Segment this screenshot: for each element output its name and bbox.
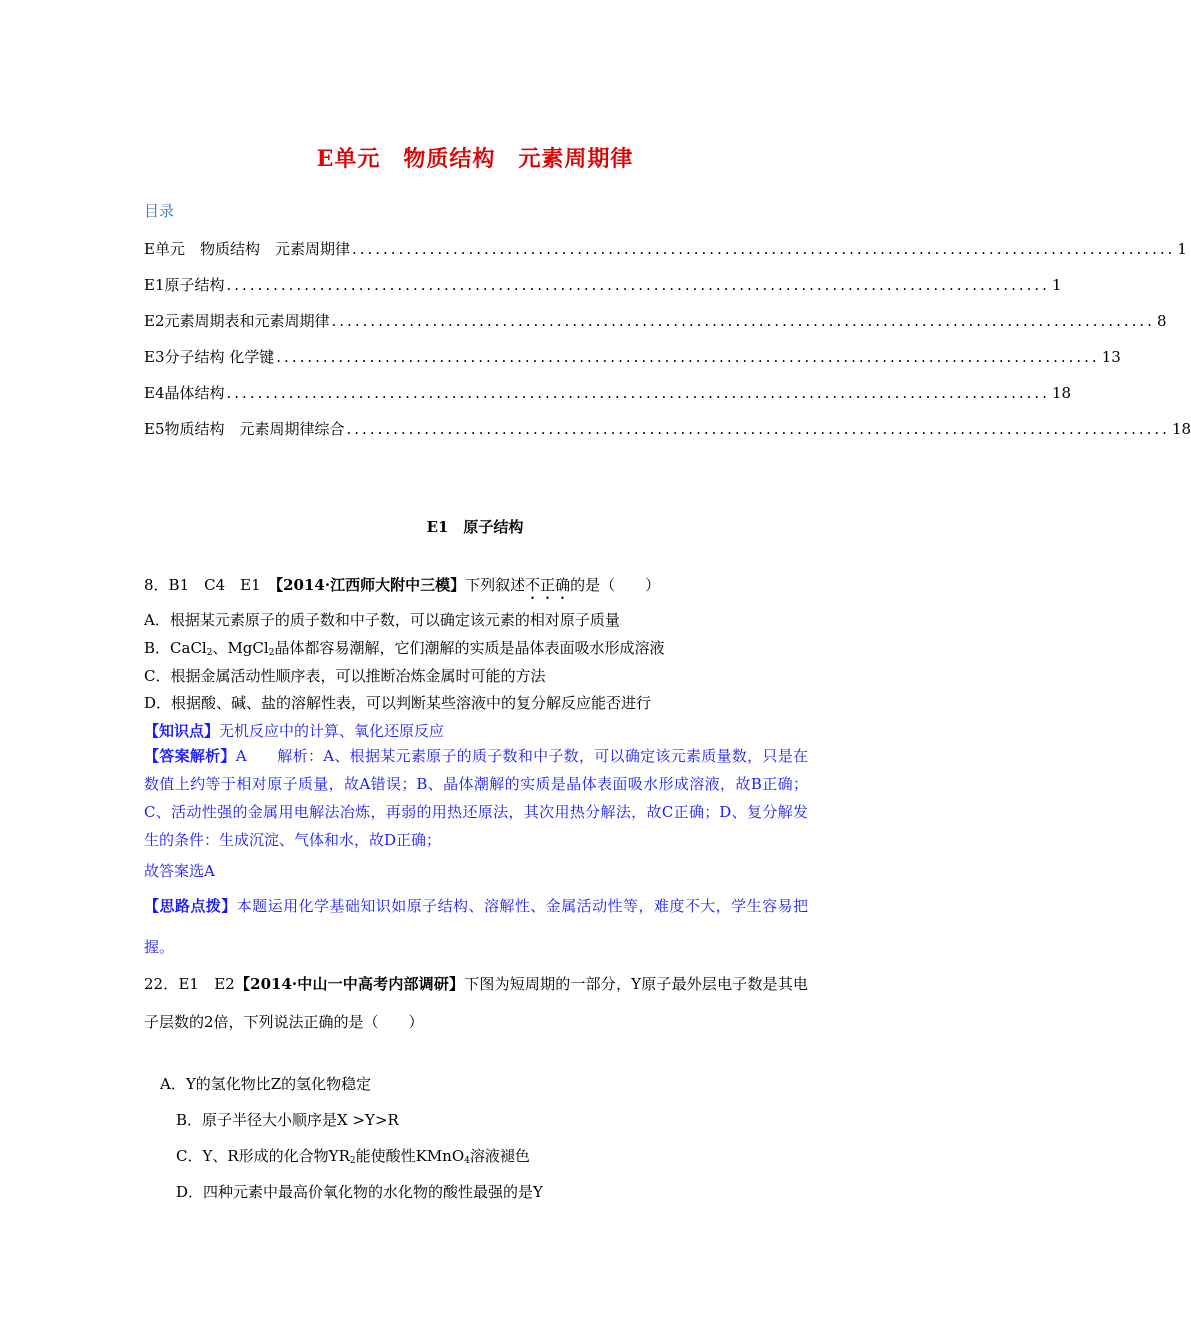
- subscript: 4: [464, 1156, 470, 1166]
- option-c: [176, 1145, 530, 1166]
- knowledge-text: 无机反应中的计算、氧化还原反应: [219, 722, 445, 740]
- toc-entry-title: 物质结构 元素周期律综合: [164, 420, 345, 438]
- toc-entry-code: E1: [144, 276, 165, 294]
- toc-leader-dots: ..........................................................................................................: [331, 312, 1155, 330]
- option-d: D．四种元素中最高价氧化物的水化物的酸性最强的是Y: [176, 1183, 543, 1201]
- question-number: 22．E1 E2: [144, 975, 235, 993]
- toc-entry-code: E3: [144, 348, 165, 366]
- question-22-stem: [144, 965, 808, 1041]
- option-a: A．根据某元素原子的质子数和中子数，可以确定该元素的相对原子质量: [144, 611, 620, 629]
- toc-entry-title: 分子结构 化学键: [164, 348, 275, 366]
- subscript: 2: [349, 1156, 356, 1166]
- toc-page-number: 1: [1177, 240, 1187, 258]
- toc-page-number: 18: [1171, 420, 1191, 438]
- option-b: [144, 637, 664, 658]
- answer-text: A 解析：A、根据某元素原子的质子数和中子数，可以确定该元素质量数，只是在数值上约等于相对原子质量，故A错误；B、晶体潮解的实质是晶体表面吸水形成溶液，故B正确；C、活动性强的金属用电解法冶炼，再弱的用热还原法，其次用热分解法，故C正确；D、复分解发生的条件：生成沉淀、气体和水，故D正确；: [144, 747, 808, 849]
- toc-entry[interactable]: [144, 418, 1191, 440]
- toc-entry[interactable]: [144, 310, 1167, 332]
- page-title: E单元 物质结构 元素周期律: [316, 146, 634, 172]
- toc-entry[interactable]: [144, 238, 1187, 260]
- toc-entry-title: 元素周期表和元素周期律: [164, 312, 330, 330]
- option-c: C．根据金属活动性顺序表，可以推断冶炼金属时可能的方法: [144, 667, 546, 685]
- toc-leader-dots: ..........................................................................................................: [346, 420, 1170, 438]
- toc-leader-dots: ..........................................................................................................: [351, 240, 1176, 258]
- question-text: 的是（ ）: [570, 576, 661, 594]
- toc-entry[interactable]: [144, 382, 1072, 404]
- toc-entry-title: E单元 物质结构 元素周期律: [144, 240, 350, 258]
- toc-leader-dots: ..........................................................................................................: [226, 384, 1050, 402]
- toc-entry-code: E4: [144, 384, 165, 402]
- hint-tag: 【思路点拨】: [144, 897, 237, 915]
- option-text: 能使酸性KMnO: [355, 1147, 465, 1165]
- toc-entry-title: 晶体结构: [164, 384, 225, 402]
- knowledge-point: [144, 720, 444, 741]
- question-text: 下图为短周期的一部分，Y原子最外层电子数是其电子层数的2倍，下列说法正确的是（ ）: [144, 975, 808, 1031]
- subscript: 2: [268, 648, 275, 658]
- option-d: D．根据酸、碱、盐的溶解性表，可以判断某些溶液中的复分解反应能否进行: [144, 694, 652, 712]
- option-b: B．原子半径大小顺序是X >Y>R: [176, 1111, 399, 1129]
- option-text: 、MgCl: [212, 639, 269, 657]
- answer-tag: 【答案解析】: [144, 747, 236, 765]
- toc-page-number: 8: [1156, 312, 1167, 330]
- toc-leader-dots: ..........................................................................................................: [226, 276, 1050, 294]
- section-heading: E1 原子结构: [426, 518, 524, 536]
- toc-entry-code: E2: [144, 312, 165, 330]
- option-text: B．CaCl: [144, 639, 207, 657]
- toc-entry[interactable]: [144, 346, 1121, 368]
- question-source: 【2014·江西师大附中三模】: [275, 576, 466, 594]
- toc-page-number: 13: [1101, 348, 1121, 366]
- option-text: 晶体都容易潮解，它们潮解的实质是晶体表面吸水形成溶液: [274, 639, 665, 657]
- option-a: A．Y的氢化物比Z的氢化物稳定: [160, 1075, 372, 1093]
- hint: [144, 886, 808, 968]
- question-text: 下列叙述: [465, 576, 526, 594]
- toc-entry[interactable]: [144, 274, 1062, 296]
- toc-page-number: 1: [1051, 276, 1062, 294]
- toc-entry-code: E5: [144, 420, 165, 438]
- option-text: C．Y、R形成的化合物YR: [176, 1147, 350, 1165]
- answer-conclusion: 故答案选A: [144, 862, 215, 880]
- emphasis-text: 不正确: [525, 576, 571, 594]
- subscript: 2: [206, 648, 213, 658]
- toc-page-number: 18: [1051, 384, 1072, 402]
- question-number: 8．B1 C4 E1: [144, 576, 276, 594]
- knowledge-tag: 【知识点】: [144, 722, 220, 740]
- toc-heading: 目录: [144, 202, 175, 220]
- question-8-stem: [144, 574, 660, 603]
- option-text: 溶液褪色: [469, 1147, 530, 1165]
- hint-text: 本题运用化学基础知识如原子结构、溶解性、金属活动性等，难度不大，学生容易把握。: [144, 897, 808, 956]
- toc-entry-title: 原子结构: [164, 276, 225, 294]
- question-source: 【2014·中山一中高考内部调研】: [234, 975, 465, 993]
- answer-explanation: [144, 742, 808, 854]
- toc-leader-dots: ..........................................................................................................: [276, 348, 1100, 366]
